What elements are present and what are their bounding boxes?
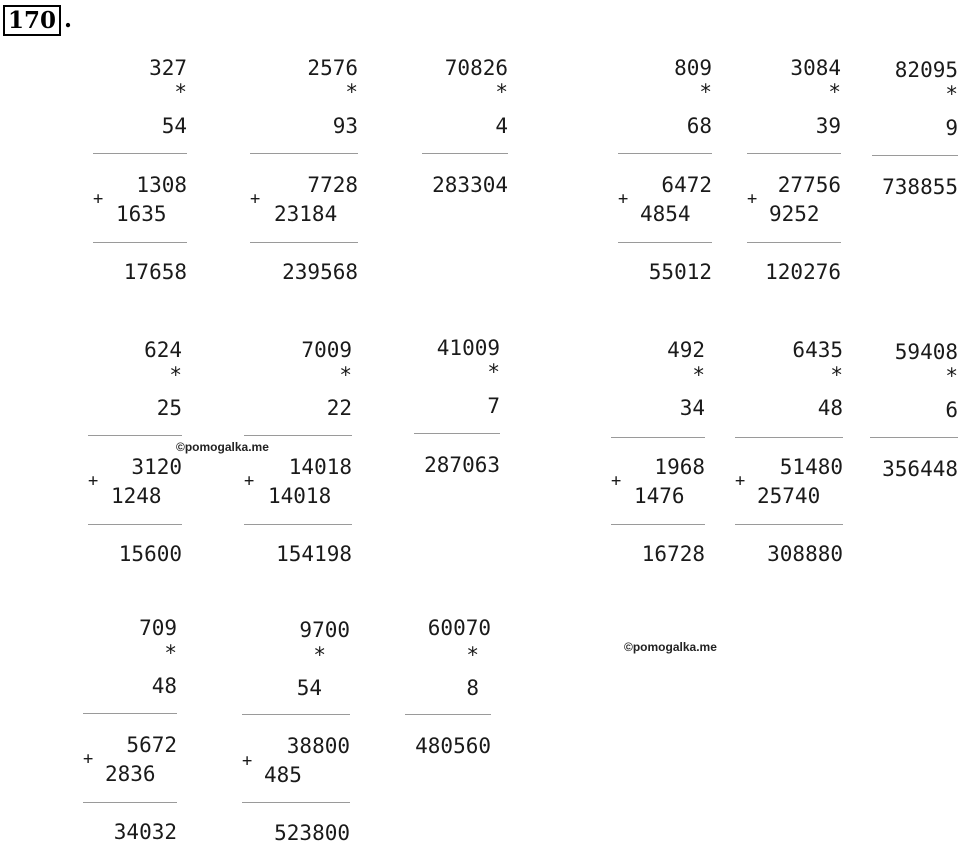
multiplier: 39	[815, 114, 841, 138]
multiplicand: 7009	[301, 338, 352, 362]
partial-product-2: 23184	[274, 202, 338, 226]
plus-sign: +	[93, 189, 104, 209]
multiplicand: 709	[139, 616, 177, 640]
divider-line	[735, 524, 843, 525]
divider-line	[88, 435, 182, 436]
partial-product-1: 1968	[654, 455, 705, 479]
multiplicand: 59408	[894, 340, 958, 364]
partial-product-1: 7728	[307, 173, 358, 197]
multiply-sign: *	[830, 363, 843, 387]
multiplicand: 60070	[427, 616, 491, 640]
partial-product-2: 1635	[116, 202, 167, 226]
product-result: 34032	[113, 820, 177, 844]
product-result: 356448	[882, 457, 958, 481]
product-result: 308880	[767, 542, 843, 566]
divider-line	[618, 153, 712, 154]
multiplicand: 6435	[792, 338, 843, 362]
multiplier: 9	[945, 116, 958, 140]
multiply-sign: *	[692, 363, 705, 387]
multiply-sign: *	[169, 363, 182, 387]
partial-product-2: 4854	[640, 202, 691, 226]
partial-product-1: 14018	[288, 455, 352, 479]
multiplication-problem	[88, 338, 182, 578]
product-result: 480560	[415, 734, 491, 758]
product-result: 738855	[882, 175, 958, 199]
partial-product-2: 14018	[268, 484, 332, 508]
multiplier: 8	[466, 676, 479, 700]
divider-line	[250, 153, 358, 154]
multiplicand: 3084	[790, 56, 841, 80]
multiplier: 25	[156, 396, 182, 420]
divider-line	[618, 242, 712, 243]
multiply-sign: *	[174, 80, 187, 104]
task-number-dot: .	[64, 6, 73, 33]
partial-product-2: 25740	[757, 484, 821, 508]
partial-product-1: 51480	[779, 455, 843, 479]
product-result: 17658	[123, 260, 187, 284]
partial-product-2: 2836	[105, 762, 156, 786]
multiplier: 4	[495, 114, 508, 138]
multiplier: 68	[686, 114, 712, 138]
divider-line	[414, 433, 500, 434]
multiplicand: 492	[667, 338, 705, 362]
multiplicand: 2576	[307, 56, 358, 80]
multiply-sign: *	[466, 643, 479, 667]
divider-line	[250, 242, 358, 243]
multiplicand: 809	[674, 56, 712, 80]
multiply-sign: *	[945, 364, 958, 388]
watermark: ©pomogalka.me	[176, 440, 269, 454]
divider-line	[83, 713, 177, 714]
product-result: 154198	[276, 542, 352, 566]
product-result: 16728	[641, 542, 705, 566]
multiplication-problem	[83, 616, 177, 845]
multiplication-problem	[870, 338, 958, 488]
multiplication-problem	[93, 56, 187, 296]
multiply-sign: *	[945, 82, 958, 106]
multiply-sign: *	[699, 80, 712, 104]
multiplication-problem	[250, 56, 358, 296]
divider-line	[93, 153, 187, 154]
plus-sign: +	[618, 189, 629, 209]
plus-sign: +	[244, 471, 255, 491]
multiplicand: 70826	[444, 56, 508, 80]
product-result: 55012	[648, 260, 712, 284]
divider-line	[870, 437, 958, 438]
divider-line	[83, 802, 177, 803]
multiplication-problem	[611, 338, 705, 578]
divider-line	[611, 524, 705, 525]
plus-sign: +	[611, 471, 622, 491]
watermark: ©pomogalka.me	[624, 640, 717, 654]
product-result: 523800	[274, 821, 350, 845]
multiply-sign: *	[828, 80, 841, 104]
multiplier: 34	[679, 396, 705, 420]
plus-sign: +	[83, 749, 94, 769]
divider-line	[611, 437, 705, 438]
multiplication-problem	[618, 56, 712, 296]
divider-line	[244, 435, 352, 436]
partial-product-1: 27756	[777, 173, 841, 197]
multiplication-problem	[735, 338, 843, 578]
product-result: 15600	[118, 542, 182, 566]
divider-line	[735, 437, 843, 438]
multiplication-problem	[872, 56, 958, 206]
divider-line	[244, 524, 352, 525]
divider-line	[872, 155, 958, 156]
divider-line	[242, 714, 350, 715]
multiplier: 6	[945, 398, 958, 422]
multiplicand: 327	[149, 56, 187, 80]
divider-line	[747, 153, 841, 154]
multiplier: 54	[161, 114, 187, 138]
task-number-badge: 170	[3, 5, 61, 36]
multiplication-problem	[414, 336, 500, 486]
multiplicand: 82095	[894, 58, 958, 82]
plus-sign: +	[88, 471, 99, 491]
multiplier: 22	[326, 396, 352, 420]
plus-sign: +	[242, 751, 253, 771]
multiplier: 93	[332, 114, 358, 138]
partial-product-1: 1308	[136, 173, 187, 197]
plus-sign: +	[250, 189, 261, 209]
partial-product-2: 485	[264, 763, 302, 787]
multiplication-problem	[244, 338, 352, 578]
product-result: 239568	[282, 260, 358, 284]
product-result: 283304	[432, 173, 508, 197]
partial-product-2: 1476	[634, 484, 685, 508]
multiply-sign: *	[339, 363, 352, 387]
partial-product-1: 38800	[286, 734, 350, 758]
multiply-sign: *	[495, 80, 508, 104]
multiply-sign: *	[164, 641, 177, 665]
multiplier: 48	[151, 674, 177, 698]
plus-sign: +	[747, 189, 758, 209]
divider-line	[88, 524, 182, 525]
partial-product-1: 6472	[661, 173, 712, 197]
partial-product-1: 3120	[131, 455, 182, 479]
multiplier: 54	[296, 676, 322, 700]
multiplicand: 624	[144, 338, 182, 362]
multiplication-problem	[242, 616, 350, 845]
multiply-sign: *	[345, 80, 358, 104]
plus-sign: +	[735, 471, 746, 491]
divider-line	[405, 714, 491, 715]
divider-line	[93, 242, 187, 243]
multiplication-problem	[747, 56, 841, 296]
partial-product-2: 1248	[111, 484, 162, 508]
multiplication-problem	[405, 616, 491, 766]
divider-line	[422, 153, 508, 154]
divider-line	[747, 242, 841, 243]
multiply-sign: *	[313, 643, 326, 667]
multiplicand: 9700	[299, 618, 350, 642]
product-result: 120276	[765, 260, 841, 284]
partial-product-1: 5672	[126, 733, 177, 757]
multiplier: 48	[817, 396, 843, 420]
partial-product-2: 9252	[769, 202, 820, 226]
multiplier: 7	[487, 394, 500, 418]
multiply-sign: *	[487, 360, 500, 384]
multiplicand: 41009	[436, 336, 500, 360]
product-result: 287063	[424, 453, 500, 477]
multiplication-problem	[422, 56, 508, 206]
divider-line	[242, 802, 350, 803]
